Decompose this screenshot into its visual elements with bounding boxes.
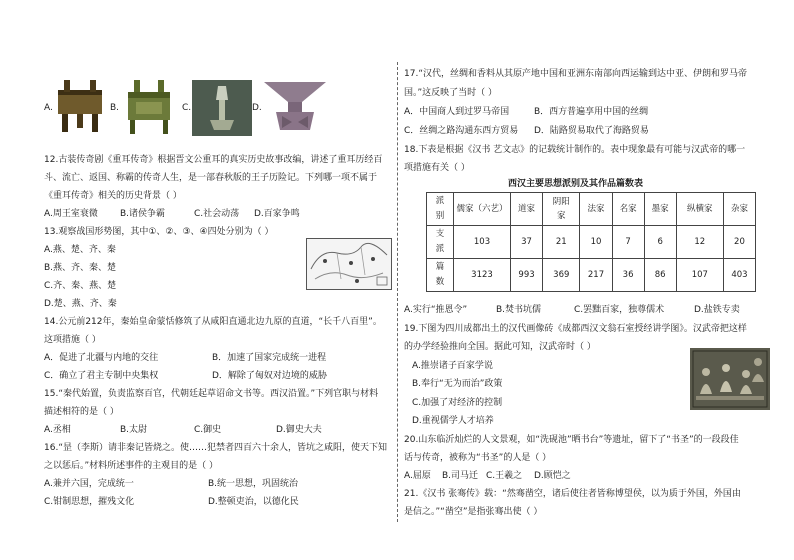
q18-option-c[interactable]: C.罢黜百家，独尊儒术 (574, 305, 665, 315)
q17-option-d[interactable]: D．陆路贸易取代了海路贸易 (534, 126, 649, 136)
table-cell: 993 (511, 259, 543, 292)
q16-option-b[interactable]: B.统一思想，巩固统治 (208, 479, 299, 489)
table-cell: 37 (511, 226, 543, 259)
table-cell: 369 (543, 259, 580, 292)
q15-option-d[interactable]: D.御史大夫 (276, 425, 322, 435)
q21-line-1: 21.《汉书 张骞传》载：“然骞凿空，诸后使往者皆称博望侯，以为质于外国，外国由 (404, 489, 741, 499)
q15-option-a[interactable]: A.丞相 (44, 425, 71, 435)
q15-option-b[interactable]: B.太尉 (120, 425, 148, 435)
table-cell: 名家 (612, 193, 644, 226)
table-cell: 法家 (580, 193, 612, 226)
q12-option-b[interactable]: B.诸侯争霸 (120, 209, 166, 219)
table-cell: 217 (580, 259, 612, 292)
table-cell: 阴阳家 (543, 193, 580, 226)
bronze-ding-image-a (52, 78, 108, 134)
q17-option-c[interactable]: C．丝绸之路沟通东西方贸易 (404, 126, 519, 136)
table-cell: 12 (676, 226, 723, 259)
q12-option-d[interactable]: D.百家争鸣 (254, 209, 300, 219)
q13-option-c[interactable]: C.齐、秦、燕、楚 (44, 281, 117, 291)
table-cell: 杂家 (723, 193, 755, 226)
q17-line-1: 17.“汉代，丝绸和香料从其原产地中国和亚洲东南部向西运输到达中亚、伊朗和罗马帝 (404, 69, 747, 79)
q12-option-c[interactable]: C.社会动荡 (194, 209, 240, 219)
q13-option-a[interactable]: A.燕、楚、齐、秦 (44, 245, 116, 255)
q19-option-a[interactable]: A.推崇诸子百家学说 (412, 361, 493, 371)
q14-option-a[interactable]: A．促进了北疆与内地的交往 (44, 353, 159, 363)
q20-line-2: 话与传奇，被称为“书圣”的人是（ ） (404, 453, 552, 463)
q20-option-d[interactable]: D.顾恺之 (534, 471, 571, 481)
q16-option-d[interactable]: D.整顿吏治，以德化民 (208, 497, 299, 507)
bronze-square-vessel-image-b (120, 78, 178, 136)
bronze-zun-image-d (262, 78, 328, 136)
table-cell: 纵横家 (676, 193, 723, 226)
schools-table (426, 192, 756, 292)
table-cell: 21 (543, 226, 580, 259)
table-cell: 403 (723, 259, 755, 292)
q16-option-c[interactable]: C.钳制思想，摧残文化 (44, 497, 135, 507)
q11-option-b[interactable]: B. (110, 103, 120, 113)
q18-line-1: 18.下表是根据《汉书 艺文志》的记载统计制作的。表中现象最有可能与汉武帝的哪一 (404, 145, 746, 155)
q11-option-d[interactable]: D. (252, 103, 262, 113)
column-divider (397, 62, 398, 522)
q20-option-b[interactable]: B.司马迁 (442, 471, 479, 481)
q17-line-2: 国。”这反映了当时（ ） (404, 88, 498, 98)
q12-line-3: 《重耳传奇》相关的历史背景（ ） (44, 191, 182, 201)
q18-option-d[interactable]: D.盐铁专卖 (694, 305, 740, 315)
table-cell: 道家 (511, 193, 543, 226)
row-label-schools: 派别 (427, 193, 454, 226)
q14-line-1: 14.公元前212年，秦始皇命蒙恬修筑了从咸阳直通北边九原的直道，“长千八百里”。 (44, 317, 382, 327)
q19-option-c[interactable]: C.加强了对经济的控制 (412, 398, 503, 408)
q17-option-b[interactable]: B．西方普遍享用中国的丝绸 (534, 107, 649, 117)
q18-option-a[interactable]: A.实行“推恩令” (404, 305, 468, 315)
q15-option-c[interactable]: C.御史 (194, 425, 222, 435)
q21-line-2: 是信之。”“凿空”是指张骞出使（ ） (404, 507, 543, 517)
row-label-counts: 篇数 (427, 259, 454, 292)
q13-line-1: 13.观察战国形势图，其中①、②、③、④四处分别为（ ） (44, 227, 274, 237)
q11-option-a[interactable]: A. (44, 103, 53, 113)
table-title: 西汉主要思想派别及其作品篇数表 (508, 179, 644, 189)
table-cell: 36 (612, 259, 644, 292)
q17-option-a[interactable]: A．中国商人到过罗马帝国 (404, 107, 510, 117)
q16-option-a[interactable]: A.兼并六国，完成统一 (44, 479, 134, 489)
q20-line-1: 20.山东临沂灿烂的人文景观，如“洗砚池”晒书台”等遗址，留下了“书圣”的一段段佳 (404, 435, 739, 445)
q19-line-2: 的办学经验推向全国。据此可知，汉武帝时（ ） (404, 342, 596, 352)
table-row (427, 193, 756, 226)
table-cell: 7 (612, 226, 644, 259)
table-cell: 103 (454, 226, 511, 259)
q20-option-c[interactable]: C.王羲之 (486, 471, 523, 481)
q16-line-1: 16.“昰（李斯）请非秦记皆烧之。使……犯禁者四百六十余人，皆坑之咸阳，使天下知 (44, 443, 387, 453)
q13-option-d[interactable]: D.楚、燕、齐、秦 (44, 299, 117, 309)
q20-option-a[interactable]: A.屈原 (404, 471, 431, 481)
q14-option-c[interactable]: C．确立了君主专制中央集权 (44, 371, 159, 381)
table-cell: 10 (580, 226, 612, 259)
q18-option-b[interactable]: B.焚书坑儒 (496, 305, 542, 315)
q12-option-a[interactable]: A.周王室衰微 (44, 209, 98, 219)
q13-option-b[interactable]: B.燕、齐、秦、楚 (44, 263, 117, 273)
q14-line-2: 这项措施（ ） (44, 335, 101, 345)
table-cell: 儒家（六艺） (454, 193, 511, 226)
q15-line-2: 描述相符的是（ ） (44, 407, 119, 417)
q18-line-2: 项措施有关（ ） (404, 163, 470, 173)
table-cell: 墨家 (644, 193, 676, 226)
q19-line-1: 19.下图为四川成都出土的汉代画像砖《成都西汉文翁石室授经讲学图》。汉武帝把这样 (404, 324, 747, 334)
q11-option-c[interactable]: C. (182, 103, 192, 113)
bronze-figurine-image-c (192, 80, 252, 136)
han-brick-relief-image (690, 348, 770, 410)
table-row (427, 259, 756, 292)
q12-line-1: 12.古装传奇剧《重耳传奇》根据晋文公重耳的真实历史故事改编，讲述了重耳历经百 (44, 155, 383, 165)
row-label-branches: 支派 (427, 226, 454, 259)
q19-option-d[interactable]: D.重视儒学人才培养 (412, 416, 494, 426)
table-cell: 86 (644, 259, 676, 292)
table-row (427, 226, 756, 259)
table-cell: 3123 (454, 259, 511, 292)
table-cell: 6 (644, 226, 676, 259)
table-cell: 107 (676, 259, 723, 292)
q19-option-b[interactable]: B.奉行“无为而治”政策 (412, 379, 503, 389)
table-cell: 20 (723, 226, 755, 259)
q15-line-1: 15.“秦代始置，负责监察百官，代朝廷起草诏命文书等。西汉沿置。”下列官职与材料 (44, 389, 379, 399)
q12-line-2: 斗、流亡、返国、称霸的传奇人生，是一部春秋版的王子历险记。下列哪一项不属于 (44, 173, 378, 183)
warring-states-map (306, 238, 392, 290)
q14-option-b[interactable]: B．加速了国家完成统一进程 (212, 353, 327, 363)
q14-option-d[interactable]: D．解除了匈奴对边境的威胁 (212, 371, 327, 381)
q16-line-2: 之以惩后。”材料所述事件的主观目的是（ ） (44, 461, 219, 471)
